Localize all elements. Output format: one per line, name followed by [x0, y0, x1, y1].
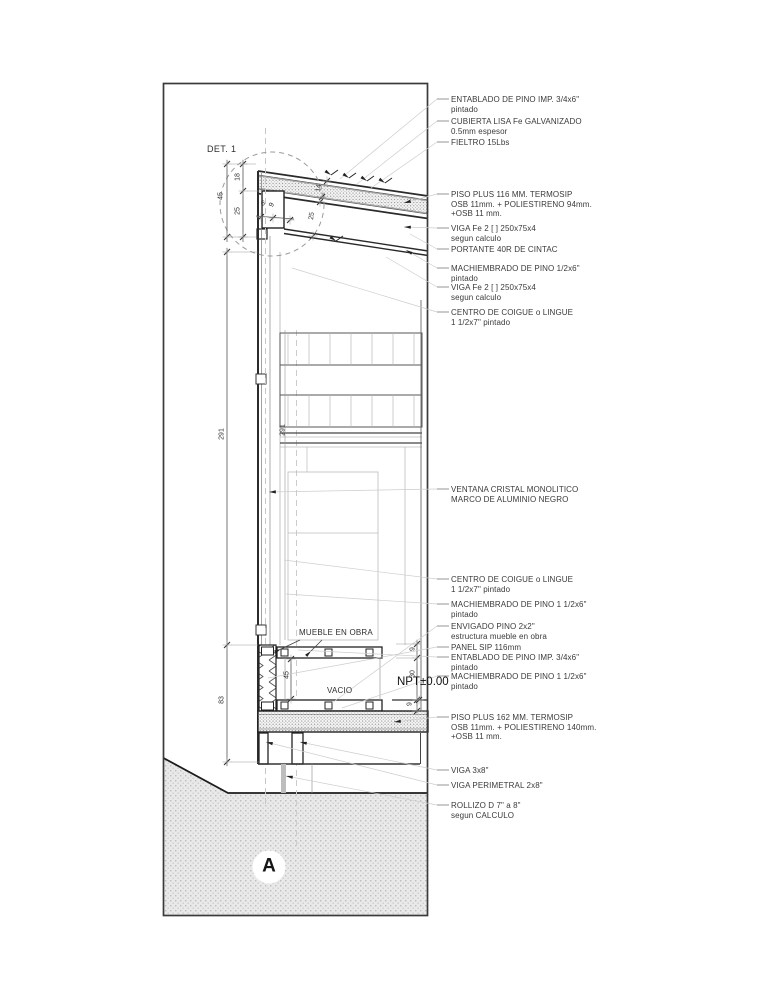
annotation [451, 95, 579, 114]
annotation-line: MACHIEMBRADO DE PINO 1 1/2x6" [451, 600, 587, 609]
annotation-line: segun CALCULO [451, 810, 515, 820]
annotation [451, 308, 573, 327]
annotation [451, 138, 510, 148]
annotation-line: 0.5mm espesor [451, 126, 508, 136]
annotation [451, 766, 489, 776]
annotation [451, 264, 580, 283]
annotation-line: OSB 11mm. + POLIESTIRENO 94mm. [451, 199, 592, 209]
dimension-label: 25 [308, 211, 316, 221]
annotation-line: VIGA PERIMETRAL 2x8" [451, 781, 543, 790]
dimension-label: 6 [261, 200, 265, 208]
annotation [451, 190, 592, 219]
annotation-line: VIGA Fe 2 [ ] 250x75x4 [451, 224, 536, 233]
annotation [451, 117, 582, 136]
dimension-label: 9 [267, 201, 277, 209]
dimension-label: 9 [409, 647, 417, 651]
annotation-line: segun calculo [451, 233, 502, 243]
dimension-label: 291 [218, 428, 226, 440]
annotation-line: PORTANTE 40R DE CINTAC [451, 245, 558, 254]
annotation-line: pintado [451, 609, 478, 619]
annotation-line: estructura mueble en obra [451, 631, 547, 641]
annotation-line: pintado [451, 681, 478, 691]
annotation-line: CUBIERTA LISA Fe GALVANIZADO [451, 117, 582, 126]
dimension-label: 25 [234, 207, 242, 215]
annotation-line: FIELTRO 15Lbs [451, 138, 510, 147]
dimension-label: 291 [279, 424, 287, 436]
annotation-line: +OSB 11 mm. [451, 732, 502, 742]
annotation [451, 801, 521, 820]
annotation [451, 245, 558, 255]
annotation [451, 653, 579, 672]
annotation [451, 485, 578, 504]
annotation-line: PISO PLUS 116 MM. TERMOSIP [451, 190, 573, 199]
annotation [451, 781, 543, 791]
annotation-line: pintado [451, 662, 478, 672]
annotation-line: ENTABLADO DE PINO IMP. 3/4x6" [451, 95, 580, 104]
annotation [451, 643, 521, 653]
floor-slab [258, 711, 428, 732]
detail-callout-label: DET. 1 [207, 144, 237, 154]
dimension-label: 9 [406, 702, 414, 706]
annotation-line: PANEL SIP 116mm [451, 643, 522, 652]
annotation-line: segun calculo [451, 292, 502, 302]
floor-level-label: NPT±0.00 [397, 676, 449, 688]
dimension-label: 45 [217, 192, 225, 200]
annotation-line: MACHIEMBRADO DE PINO 1/2x6" [451, 264, 580, 273]
annotation-line: OSB 11mm. + POLIESTIRENO 140mm. [451, 722, 597, 732]
dimension-label: 30 [409, 670, 417, 678]
annotation [451, 283, 536, 302]
annotation [451, 224, 536, 243]
annotation [451, 622, 547, 641]
annotation-line: VIGA 3x8" [451, 766, 489, 775]
dimension-label: 14 [315, 183, 323, 193]
dimension-label: 18 [234, 173, 242, 181]
mueble-label: MUEBLE EN OBRA [299, 628, 373, 637]
annotation-line: ROLLIZO D 7" a 8" [451, 801, 521, 810]
dimension-label: 83 [218, 696, 226, 704]
annotation-line: +OSB 11 mm. [451, 209, 502, 219]
vacio-label: VACIO [327, 686, 353, 695]
annotation-line: CENTRO DE COIGUE o LINGUE [451, 308, 574, 317]
annotation-line: MARCO DE ALUMINIO NEGRO [451, 494, 569, 504]
annotation-line: CENTRO DE COIGUE o LINGUE [451, 575, 574, 584]
annotation-line: VIGA Fe 2 [ ] 250x75x4 [451, 283, 536, 292]
annotation-line: 1 1/2x7" pintado [451, 584, 511, 594]
dimension-label: 45 [283, 671, 291, 679]
annotation [451, 672, 587, 691]
annotation [451, 575, 573, 594]
annotation-line: VENTANA CRISTAL MONOLITICO [451, 485, 579, 494]
annotation-line: ENTABLADO DE PINO IMP. 3/4x6" [451, 653, 580, 662]
annotation-line: ENVIGADO PINO 2x2" [451, 622, 535, 631]
annotation-line: 1 1/2x7" pintado [451, 317, 511, 327]
annotation-line: pintado [451, 104, 478, 114]
section-marker-letter: A [262, 855, 276, 877]
annotation [451, 600, 587, 619]
annotation-line: MACHIEMBRADO DE PINO 1 1/2x6" [451, 672, 587, 681]
annotation-line: pintado [451, 273, 478, 283]
annotation-line: PISO PLUS 162 MM. TERMOSIP [451, 713, 574, 722]
annotation [451, 713, 596, 742]
